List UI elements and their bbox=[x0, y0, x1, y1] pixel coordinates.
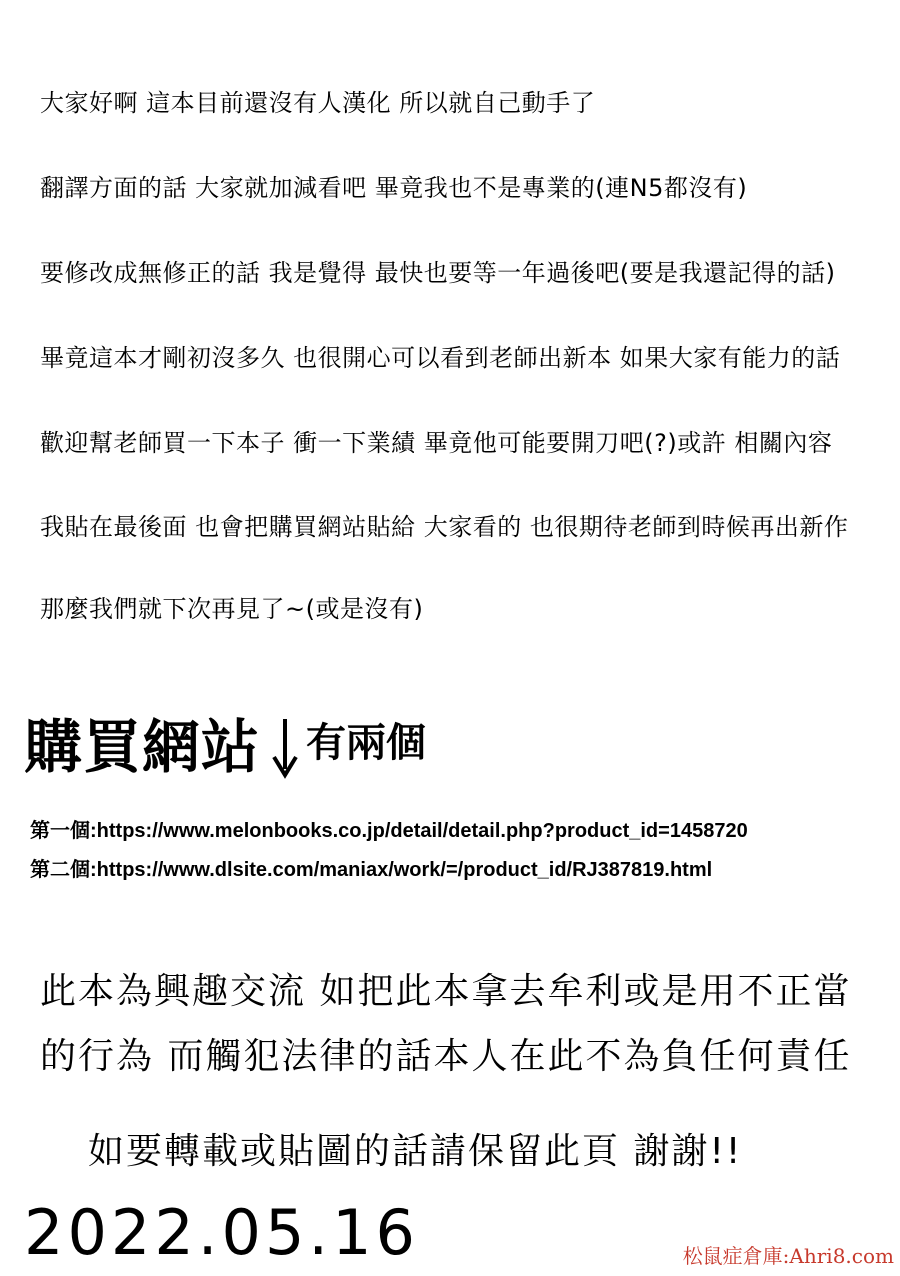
purchase-link-2[interactable]: 第二個:https://www.dlsite.com/maniax/work/=/product_id/RJ387819.html bbox=[30, 859, 713, 881]
notice-line-1: 此本為興趣交流 如把此本拿去牟利或是用不正當 bbox=[40, 971, 852, 1012]
down-arrow-icon bbox=[270, 715, 300, 779]
watermark: 松鼠症倉庫:Ahri8.com bbox=[682, 1244, 894, 1268]
purchase-link-1[interactable]: 第一個:https://www.melonbooks.co.jp/detail/detail.php?product_id=1458720 bbox=[30, 820, 748, 842]
repost-notice: 如要轉載或貼圖的話請保留此頁 謝謝!! bbox=[88, 1131, 743, 1172]
intro-line-2: 翻譯方面的話 大家就加減看吧 畢竟我也不是專業的(連N5都沒有) bbox=[40, 174, 748, 202]
notice-line-2: 的行為 而觸犯法律的話本人在此不為負任何責任 bbox=[40, 1036, 852, 1077]
intro-line-7: 那麼我們就下次再見了~(或是沒有) bbox=[40, 595, 424, 623]
purchase-subtitle: 有兩個 bbox=[306, 720, 427, 766]
intro-line-3: 要修改成無修正的話 我是覺得 最快也要等一年過後吧(要是我還記得的話) bbox=[40, 259, 836, 287]
purchase-heading bbox=[24, 712, 426, 782]
intro-line-5: 歡迎幫老師買一下本子 衝一下業績 畢竟他可能要開刀吧(?)或許 相關內容 bbox=[40, 429, 833, 457]
intro-line-1: 大家好啊 這本目前還沒有人漢化 所以就自己動手了 bbox=[40, 89, 596, 117]
intro-line-6: 我貼在最後面 也會把購買網站貼給 大家看的 也很期待老師到時候再出新作 bbox=[40, 513, 849, 541]
purchase-title: 購買網站 bbox=[24, 713, 261, 781]
date-stamp: 2022.05.16 bbox=[24, 1196, 419, 1269]
intro-line-4: 畢竟這本才剛初沒多久 也很開心可以看到老師出新本 如果大家有能力的話 bbox=[40, 344, 841, 372]
